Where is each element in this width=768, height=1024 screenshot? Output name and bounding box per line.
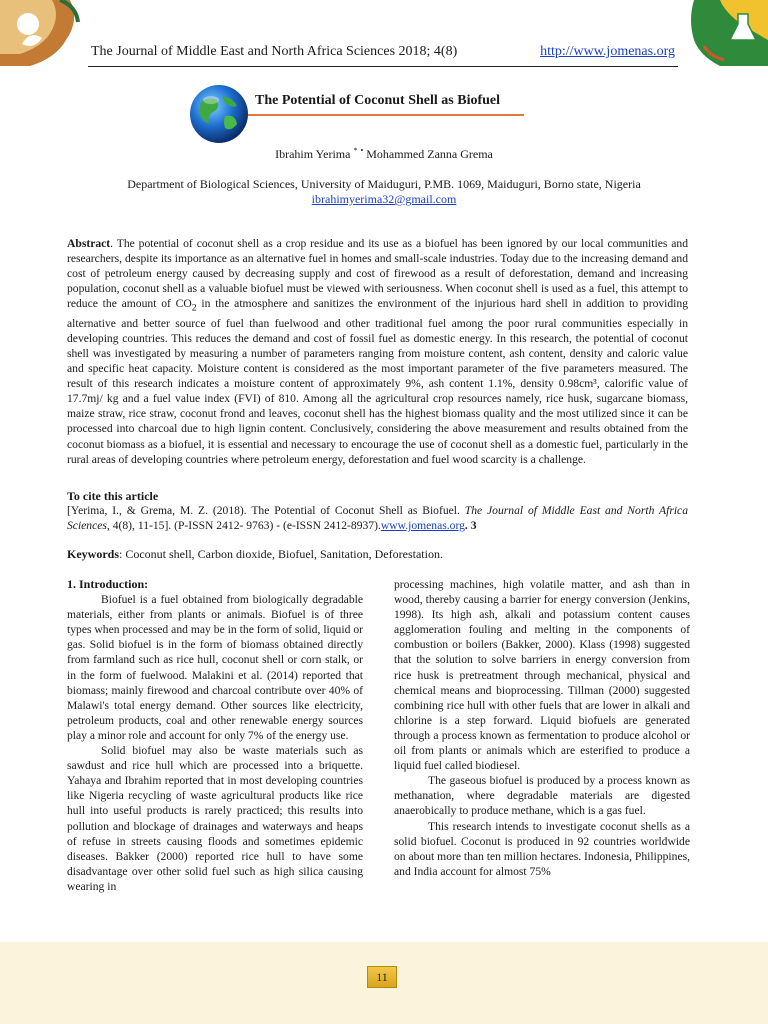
abstract (67, 236, 688, 467)
cite-heading: To cite this article (67, 489, 159, 503)
citation (67, 503, 688, 533)
keywords-label: Keywords (67, 547, 119, 561)
journal-logo-right-icon (680, 0, 768, 66)
body-column-right (394, 577, 690, 879)
body-paragraph: The gaseous biofuel is produced by a process known as methanation, where degradable materials are digested anaerobically to produce methane, which is a gas fuel. (394, 774, 690, 818)
keywords-text: : Coconut shell, Carbon dioxide, Biofuel, Sanitation, Deforestation. (119, 547, 443, 561)
abstract-label: Abstract (67, 237, 111, 250)
journal-line: The Journal of Middle East and North Africa Sciences 2018; 4(8) (91, 44, 458, 59)
citation-link[interactable]: www.jomenas.org (380, 519, 465, 532)
body-paragraph: processing machines, high volatile matter, and ash than in wood, thereby causing a barrier for energy conversion (Jenkins, 1998). Its high ash, alkali and potassium content causes agglomeration fouling and melting in the components of combustion or boilers (Bakker, 2000). Klass (1998) suggested that the solution to solve barriers in energy conversion from rice husk is pretreatment through mechanical, physical and chemical means and bioprocessing. Tillman (2000) suggested combining rice hull with other fuels that are lower in alkali and chlorine is a step forward. Liquid biofuels are generated through a process known as fermentation to produce alcohol or oil from plants or animals which are esterified to produce a liquid fuel called biodiesel. (394, 578, 690, 773)
body-column-left (67, 577, 363, 894)
globe-icon (187, 82, 251, 146)
journal-url-link[interactable]: http://www.jomenas.org (540, 44, 675, 59)
header-divider (88, 66, 678, 67)
title-underline (248, 114, 524, 116)
body-paragraph: Biofuel is a fuel obtained from biologically degradable materials, either from plants or animals. Biofuel is of three types when processed and may be in the form of solid, liquid or gas. Solid biofuel is in the form of biomass obtained directly from farmland such as rice hull, coconut shell or corn stalk, or in the form of fuelwood. Malakini et al. (2014) reported that biomass; mainly firewood and charcoal contribute over 40% of Malawi's total energy demand. Other sources like electricity, petroleum products, coal and other renewable energy sources play a minor role and account for only 7% of the energy use. (67, 593, 363, 742)
abstract-text-2: in the atmosphere and sanitizes the environment of the injurious hard shell in addition to providing alternative and better source of fuel than fuelwood and other traditional fuel among the poor rural communities especially in developing countries. This reduces the demand and cost of fossil fuel as domestic energy. In this research, the potential of coconut shell was investigated by measuring a number of parameters ranging from moisture content, ash content, density and caloric value and specific heat capacity. Moisture content is considered as the most important parameter of the five parameters measured. The result of this research indicates a moisture content of approximately 9%, ash content 1.1%, density 0.98cm³, calorific value of 17.7mj/ kg and a fuel value index (FVI) of 810. Among all the agricultural crop resources namely, rice husk, sugarcane biomass, maize straw, rice straw, coconut frond and leaves, coconut shell has the highest biomass quality and the most utilized since it can be processed into charcoal due to high lignin content. Conclusively, considering the above measurement and results obtained from the coconut biomass as a biofuel, it is essential and necessary to encourage the use of coconut shell as a domestic fuel, particularly in the rural areas of developing countries where petroleum energy, deforestation and fuel wood scarcity is a challenge. (67, 297, 688, 466)
section-heading-introduction: 1. Introduction: (67, 577, 149, 591)
citation-text-b: , 4(8), 11-15]. (P-ISSN 2412- 9763) - (e-ISSN 2412-8937). (106, 519, 381, 532)
corresponding-mark: * (353, 146, 358, 155)
author-2: Mohammed Zanna Grema (366, 147, 493, 161)
author-separator: • (360, 146, 364, 155)
body-paragraph: Solid biofuel may also be waste materials such as sawdust and rice hull which are processed into a briquette. Yahaya and Ibrahim reported that in most developing countries like Nigeria recycling of waste agricultural products like rice hull into useful products is rarely practiced; this results into pollution and blockage of drainages and waterways and heaps of refuse in streets causing floods and sometimes epidemic diseases. Bakker (2000) reported rice hull to have some disadvantage over other solid fuel such as high silica causing wearing in (67, 744, 363, 893)
author-1: Ibrahim Yerima (275, 147, 351, 161)
citation-text-a: [Yerima, I., & Grema, M. Z. (2018). The Potential of Coconut Shell as Biofuel. (67, 504, 465, 517)
journal-logo-left-icon (0, 0, 80, 66)
article-title: The Potential of Coconut Shell as Biofuel (255, 93, 501, 108)
body-paragraph: This research intends to investigate coconut shells as a solid biofuel. Coconut is produced in 92 countries worldwide on about more than ten million hectares. Indonesia, Philippines, and India account for almost 75% (394, 819, 690, 878)
author-line (0, 146, 768, 162)
citation-journal: The Journal of Middle East and North Africa Sciences (67, 504, 689, 532)
running-header (91, 44, 675, 68)
author-email-link[interactable]: ibrahimyerima32@gmail.com (311, 192, 457, 206)
keywords (67, 547, 688, 562)
citation-end: . 3 (464, 519, 477, 532)
affiliation-block (0, 177, 768, 207)
abstract-text-1: . The potential of coconut shell as a crop residue and its use as a biofuel has been ignored by our local communities and researchers, despite its importance as an alternative fuel in homes and small-scale industries. Today due to the increasing demand and cost of petroleum energy caused by decreasing supply and cost of firewood as a result of deforestation, demand and increasing population, coconut shell as a valuable biofuel must be viewed with seriousness. When coconut shell is used as a fuel, this attempt to reduce the amount of CO (67, 237, 688, 311)
abstract-subscript: 2 (191, 302, 197, 314)
affiliation: Department of Biological Sciences, University of Maiduguri, P.MB. 1069, Maiduguri, Borno state, Nigeria (127, 177, 641, 191)
page-number-badge: 11 (367, 966, 397, 988)
